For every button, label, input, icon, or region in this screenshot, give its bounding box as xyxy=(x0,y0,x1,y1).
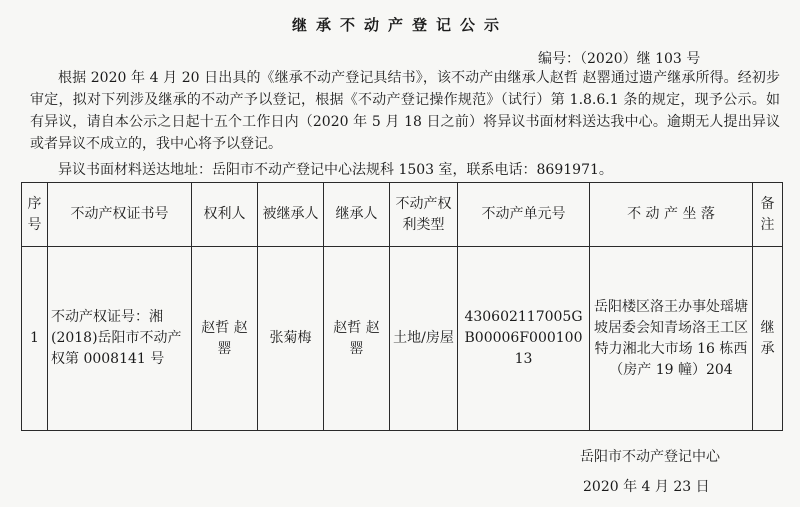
header-seq: 序号 xyxy=(22,183,48,247)
header-location: 不 动 产 坐 落 xyxy=(590,183,753,247)
cell-seq: 1 xyxy=(22,247,48,431)
cell-cert-no: 不动产权证号：湘(2018)岳阳市不动产权第 0008141 号 xyxy=(48,247,192,431)
cell-remark: 继承 xyxy=(753,247,783,431)
cell-right-type: 土地/房屋 xyxy=(390,247,458,431)
registration-table xyxy=(21,182,783,431)
cell-unit-no: 430602117005GB00006F00010013 xyxy=(458,247,590,431)
notice-title: 继承不动产登记公示 xyxy=(291,16,508,34)
header-unit-no: 不动产单元号 xyxy=(458,183,590,247)
cell-heir: 赵哲 赵罂 xyxy=(324,247,390,431)
table-row xyxy=(22,247,783,431)
cell-right-holder: 赵哲 赵罂 xyxy=(192,247,258,431)
header-right-holder: 权利人 xyxy=(192,183,258,247)
document-number: 编号：（2020）继 103 号 xyxy=(538,51,701,67)
header-heir: 继承人 xyxy=(324,183,390,247)
objection-address: 异议书面材料送达地址：岳阳市不动产登记中心法规科 1503 室，联系电话：8691971。 xyxy=(58,162,613,178)
cell-location: 岳阳楼区洛王办事处瑶塘坡居委会知青场洛王工区特力湘北大市场 16 栋西（房产 19 幢）204 xyxy=(590,247,753,431)
header-remark: 备注 xyxy=(753,183,783,247)
header-decedent: 被继承人 xyxy=(258,183,324,247)
signature-date: 2020 年 4 月 23 日 xyxy=(583,479,710,495)
table-header-row xyxy=(22,183,783,247)
notice-body-paragraph: 根据 2020 年 4 月 20 日出具的《继承不动产登记具结书》，该不动产由继承人赵哲 赵罂通过遗产继承所得。经初步审定，拟对下列涉及继承的不动产予以登记，根据《不动产登记操作规范》（试行）第 1.8.6.1 条的规定，现予公示。如有异议，请自本公示之日起十五个工作日内（2020 年 5 月 18 日之前）将异议书面材料送达我中心。逾期无人提出异议或者异议不成立的，我中心将予以登记。 xyxy=(30,70,780,152)
header-right-type: 不动产权利类型 xyxy=(390,183,458,247)
header-cert-no: 不动产权证书号 xyxy=(48,183,192,247)
cell-decedent: 张菊梅 xyxy=(258,247,324,431)
signature-organization: 岳阳市不动产登记中心 xyxy=(580,449,720,465)
